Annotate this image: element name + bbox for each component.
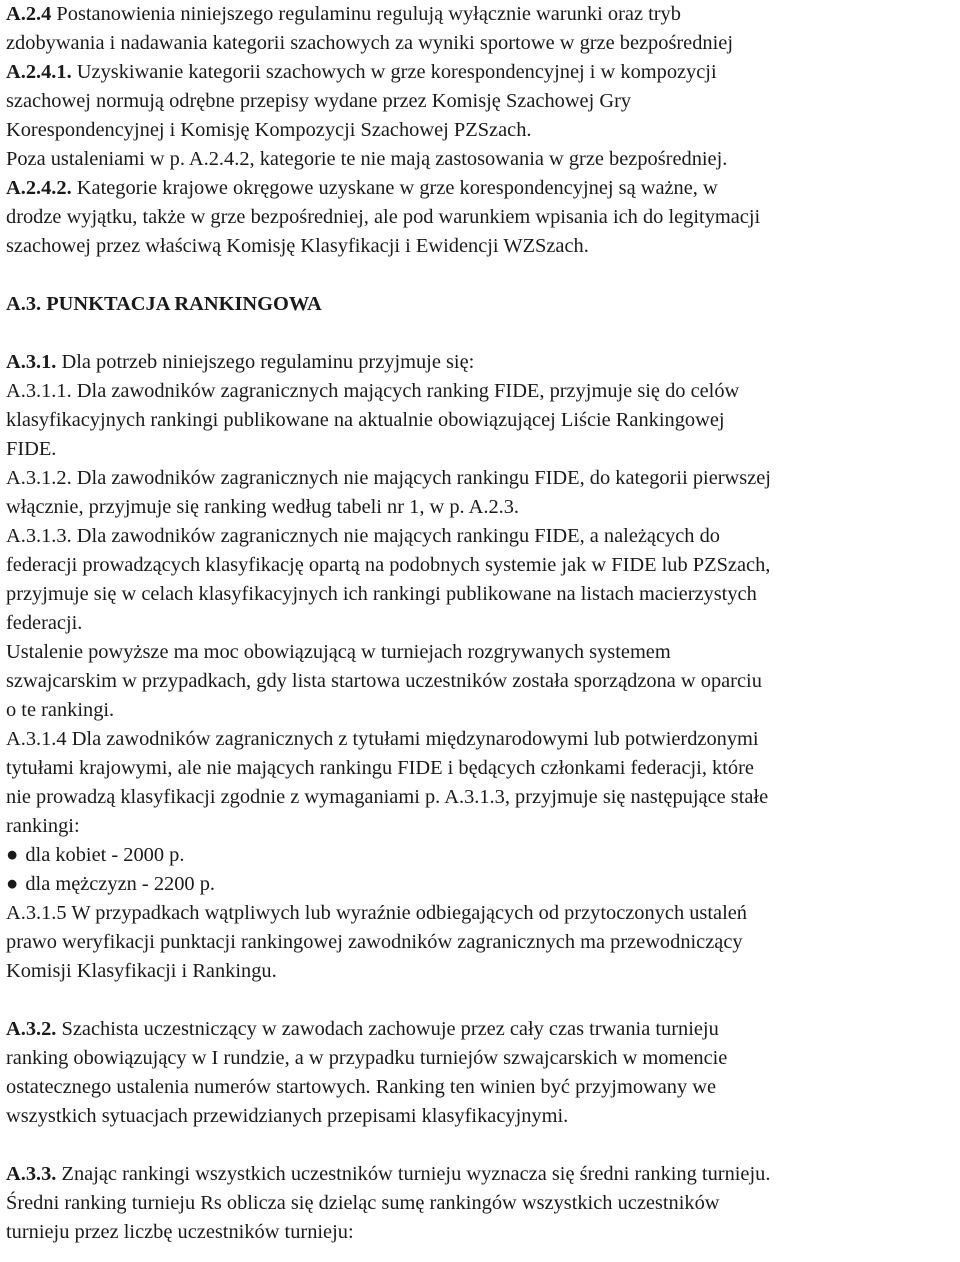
text-line bbox=[6, 0, 960, 29]
text-line bbox=[6, 783, 960, 812]
text-line bbox=[6, 116, 960, 145]
text-line bbox=[6, 435, 960, 464]
text-line bbox=[6, 348, 960, 377]
text-line bbox=[6, 957, 960, 986]
paragraph-gap bbox=[6, 319, 960, 348]
paragraph-gap bbox=[6, 1131, 960, 1160]
line-text: Znając rankingi wszystkich uczestników turnieju wyznacza się średni ranking turnieju. bbox=[56, 1163, 771, 1185]
line-text: tytułami krajowymi, ale nie mających rankingu FIDE i będących członkami federacji, które bbox=[6, 757, 754, 779]
line-text: Uzyskiwanie kategorii szachowych w grze korespondencyjnej i w kompozycji bbox=[71, 61, 717, 83]
text-line bbox=[6, 667, 960, 696]
text-line bbox=[6, 493, 960, 522]
line-text: Kategorie krajowe okręgowe uzyskane w grze korespondencyjnej są ważne, w bbox=[71, 177, 718, 199]
paragraph-gap bbox=[6, 986, 960, 1015]
line-text: o te rankingi. bbox=[6, 699, 115, 721]
text-line bbox=[6, 464, 960, 493]
line-text: ostatecznego ustalenia numerów startowych. Ranking ten winien być przyjmowany we bbox=[6, 1076, 717, 1098]
section-number: A.2.4 bbox=[6, 3, 52, 25]
text-line bbox=[6, 1044, 960, 1073]
text-line bbox=[6, 377, 960, 406]
text-line bbox=[6, 87, 960, 116]
line-text: A.3.1.3. Dla zawodników zagranicznych nie mających rankingu FIDE, a należących do bbox=[6, 525, 720, 547]
line-text: federacji. bbox=[6, 612, 83, 634]
section-number: A.3. PUNKTACJA RANKINGOWA bbox=[6, 293, 322, 315]
text-line bbox=[6, 551, 960, 580]
line-text: włącznie, przyjmuje się ranking według tabeli nr 1, w p. A.2.3. bbox=[6, 496, 520, 518]
text-line bbox=[6, 812, 960, 841]
line-text: rankingi: bbox=[6, 815, 80, 837]
section-number: A.3.1. bbox=[6, 351, 57, 373]
text-line bbox=[6, 406, 960, 435]
text-line bbox=[6, 696, 960, 725]
section-number: A.2.4.2. bbox=[6, 177, 72, 199]
paragraph-gap bbox=[6, 261, 960, 290]
section-number: A.3.2. bbox=[6, 1018, 57, 1040]
line-text: ranking obowiązujący w I rundzie, a w przypadku turniejów szwajcarskich w momencie bbox=[6, 1047, 728, 1069]
line-text: Średni ranking turnieju Rs oblicza się dzieląc sumę rankingów wszystkich uczestników bbox=[6, 1192, 720, 1214]
line-text: Komisji Klasyfikacji i Rankingu. bbox=[6, 960, 277, 982]
text-line bbox=[6, 1073, 960, 1102]
line-text: A.3.1.1. Dla zawodników zagranicznych mających ranking FIDE, przyjmuje się do celów bbox=[6, 380, 740, 402]
line-text: turnieju przez liczbę uczestników turnieju: bbox=[6, 1221, 354, 1243]
line-text: federacji prowadzących klasyfikację opartą na podobnych systemie jak w FIDE lub PZSzach, bbox=[6, 554, 771, 576]
text-line bbox=[6, 290, 960, 319]
line-text: A.3.1.2. Dla zawodników zagranicznych nie mających rankingu FIDE, do kategorii pierwszej bbox=[6, 467, 771, 489]
text-line bbox=[6, 1218, 960, 1247]
line-text: nie prowadzą klasyfikacji zgodnie z wymaganiami p. A.3.1.3, przyjmuje się następujące stałe bbox=[6, 786, 769, 808]
text-line bbox=[6, 1015, 960, 1044]
text-line bbox=[6, 1160, 960, 1189]
text-line bbox=[6, 232, 960, 261]
line-text: klasyfikacyjnych rankingi publikowane na aktualnie obowiązującej Liście Rankingowej bbox=[6, 409, 725, 431]
text-line bbox=[6, 203, 960, 232]
line-text: szachowej przez właściwą Komisję Klasyfikacji i Ewidencji WZSzach. bbox=[6, 235, 589, 257]
line-text: Postanowienia niniejszego regulaminu regulują wyłącznie warunki oraz tryb bbox=[51, 3, 681, 25]
line-text: dla mężczyzn - 2200 p. bbox=[25, 873, 215, 895]
text-line bbox=[6, 899, 960, 928]
text-line bbox=[6, 754, 960, 783]
line-text: zdobywania i nadawania kategorii szachowych za wyniki sportowe w grze bezpośredniej bbox=[6, 32, 733, 54]
line-text: wszystkich sytuacjach przewidzianych przepisami klasyfikacyjnymi. bbox=[6, 1105, 569, 1127]
line-text: prawo weryfikacji punktacji rankingowej zawodników zagranicznych ma przewodniczący bbox=[6, 931, 743, 953]
text-line bbox=[6, 725, 960, 754]
text-line bbox=[6, 174, 960, 203]
text-line bbox=[6, 580, 960, 609]
line-text: A.3.1.5 W przypadkach wątpliwych lub wyraźnie odbiegających od przytoczonych ustaleń bbox=[6, 902, 747, 924]
text-line bbox=[6, 522, 960, 551]
line-text: Dla potrzeb niniejszego regulaminu przyjmuje się: bbox=[56, 351, 475, 373]
line-text: FIDE. bbox=[6, 438, 57, 460]
text-line bbox=[6, 58, 960, 87]
text-line bbox=[6, 145, 960, 174]
line-text: szwajcarskim w przypadkach, gdy lista startowa uczestników została sporządzona w oparciu bbox=[6, 670, 762, 692]
text-line bbox=[6, 29, 960, 58]
bullet-item bbox=[6, 841, 960, 870]
text-line bbox=[6, 609, 960, 638]
line-text: Ustalenie powyższe ma moc obowiązującą w turniejach rozgrywanych systemem bbox=[6, 641, 671, 663]
text-line bbox=[6, 928, 960, 957]
line-text: Korespondencyjnej i Komisję Kompozycji Szachowej PZSzach. bbox=[6, 119, 532, 141]
section-number: A.3.3. bbox=[6, 1163, 57, 1185]
bullet-item bbox=[6, 870, 960, 899]
line-text: Szachista uczestniczący w zawodach zachowuje przez cały czas trwania turnieju bbox=[56, 1018, 719, 1040]
text-line bbox=[6, 1102, 960, 1131]
line-text: szachowej normują odrębne przepisy wydane przez Komisję Szachowej Gry bbox=[6, 90, 632, 112]
line-text: A.3.1.4 Dla zawodników zagranicznych z tytułami międzynarodowymi lub potwierdzonymi bbox=[6, 728, 759, 750]
line-text: przyjmuje się w celach klasyfikacyjnych ich rankingi publikowane na listach macierzystych bbox=[6, 583, 757, 605]
text-line bbox=[6, 638, 960, 667]
text-line bbox=[6, 1189, 960, 1218]
line-text: dla kobiet - 2000 p. bbox=[25, 844, 185, 866]
line-text: drodze wyjątku, także w grze bezpośredniej, ale pod warunkiem wpisania ich do legitymacji bbox=[6, 206, 761, 228]
line-text: Poza ustaleniami w p. A.2.4.2, kategorie te nie mają zastosowania w grze bezpośredniej. bbox=[6, 148, 728, 170]
section-number: A.2.4.1. bbox=[6, 61, 72, 83]
